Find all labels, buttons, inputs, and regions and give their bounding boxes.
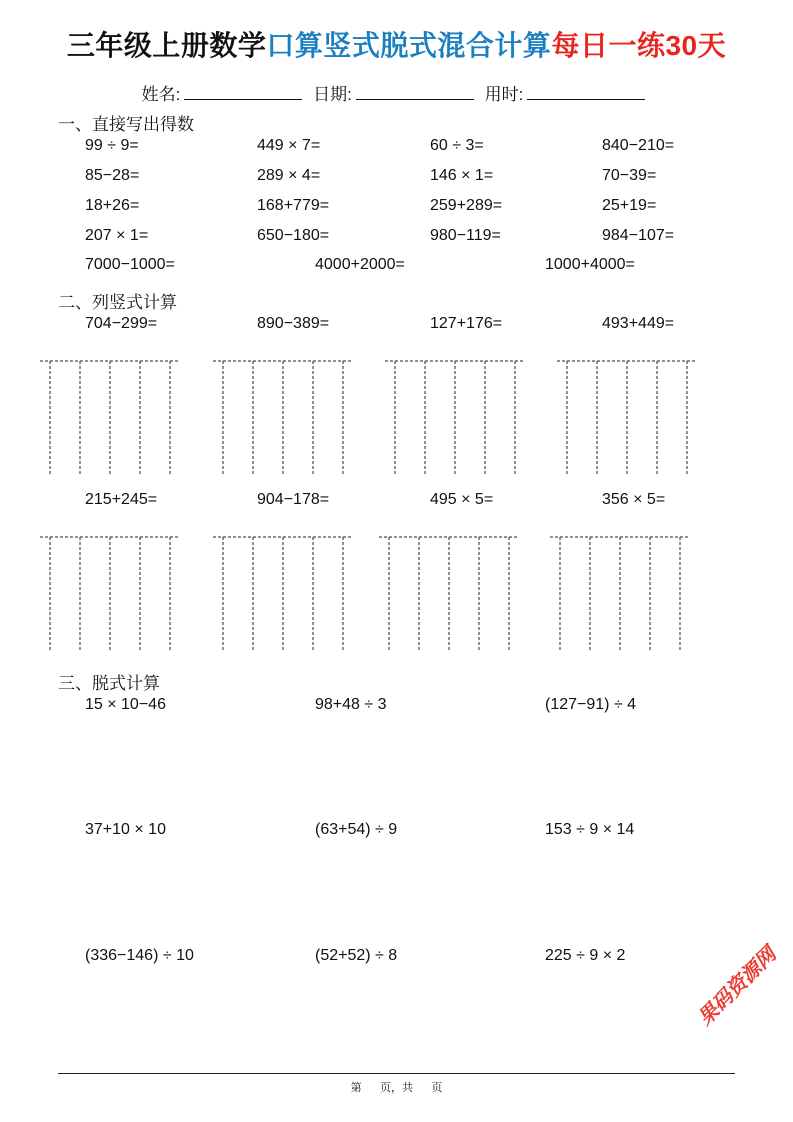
vertical-work-grid[interactable] bbox=[555, 356, 700, 476]
mixed-problem: 225 ÷ 9 × 2 bbox=[545, 947, 626, 964]
oral-problem: 60 ÷ 3= bbox=[430, 137, 484, 154]
vertical-work-grid[interactable] bbox=[548, 532, 693, 652]
vertical-problem: 904−178= bbox=[257, 491, 330, 508]
oral-problem: 168+779= bbox=[257, 197, 330, 214]
date-label: 日期: bbox=[313, 85, 352, 104]
footer-page-mid: 页，共 bbox=[380, 1082, 413, 1094]
oral-problem: 449 × 7= bbox=[257, 137, 321, 154]
oral-problem: 840−210= bbox=[602, 137, 675, 154]
date-blank[interactable] bbox=[356, 85, 474, 100]
oral-problem: 25+19= bbox=[602, 197, 657, 214]
vertical-problem: 495 × 5= bbox=[430, 491, 494, 508]
name-label: 姓名: bbox=[141, 85, 181, 104]
vertical-work-grid[interactable] bbox=[211, 356, 356, 476]
time-label: 用时: bbox=[484, 85, 524, 104]
mixed-problem: 15 × 10−46 bbox=[85, 696, 166, 713]
vertical-problem: 127+176= bbox=[430, 315, 503, 332]
title-grade: 三年级上册数学 bbox=[66, 30, 267, 61]
vertical-problem: 890−389= bbox=[257, 315, 330, 332]
vertical-work-grid[interactable] bbox=[377, 532, 522, 652]
oral-problem: 18+26= bbox=[85, 197, 140, 214]
oral-problem: 4000+2000= bbox=[315, 256, 405, 273]
vertical-work-grid[interactable] bbox=[211, 532, 356, 652]
mixed-problem: 98+48 ÷ 3 bbox=[315, 696, 387, 713]
mixed-problem: (127−91) ÷ 4 bbox=[545, 696, 637, 713]
title-topic: 口算竖式脱式混合计算 bbox=[266, 30, 552, 61]
oral-problem: 207 × 1= bbox=[85, 227, 149, 244]
footer-divider bbox=[58, 1073, 735, 1074]
title-daily: 每日一练30天 bbox=[551, 30, 727, 61]
vertical-work-grid[interactable] bbox=[383, 356, 528, 476]
oral-problem: 650−180= bbox=[257, 227, 330, 244]
student-info-line bbox=[0, 80, 793, 105]
mixed-problem: (336−146) ÷ 10 bbox=[85, 947, 194, 964]
watermark-logo: 果码资源网 bbox=[694, 943, 781, 1030]
oral-problem: 146 × 1= bbox=[430, 167, 494, 184]
oral-problem: 289 × 4= bbox=[257, 167, 321, 184]
mixed-problem: (63+54) ÷ 9 bbox=[315, 821, 398, 838]
time-blank[interactable] bbox=[527, 85, 645, 100]
oral-problem: 984−107= bbox=[602, 227, 675, 244]
oral-problem: 1000+4000= bbox=[545, 256, 635, 273]
section3-heading: 三、脱式计算 bbox=[58, 674, 160, 693]
vertical-work-grid[interactable] bbox=[38, 532, 183, 652]
oral-problem: 70−39= bbox=[602, 167, 657, 184]
oral-problem: 7000−1000= bbox=[85, 256, 175, 273]
section2-heading: 二、列竖式计算 bbox=[58, 293, 177, 312]
vertical-work-grid[interactable] bbox=[38, 356, 183, 476]
oral-problem: 99 ÷ 9= bbox=[85, 137, 139, 154]
footer-page-label: 第 bbox=[350, 1082, 362, 1094]
mixed-problem: (52+52) ÷ 8 bbox=[315, 947, 398, 964]
vertical-problem: 704−299= bbox=[85, 315, 158, 332]
name-blank[interactable] bbox=[184, 85, 302, 100]
section1-heading: 一、直接写出得数 bbox=[58, 115, 194, 134]
oral-problem: 980−119= bbox=[430, 227, 501, 244]
mixed-problem: 153 ÷ 9 × 14 bbox=[545, 821, 635, 838]
footer-page-end: 页 bbox=[431, 1082, 443, 1094]
worksheet-title bbox=[0, 24, 793, 64]
vertical-problem: 493+449= bbox=[602, 315, 675, 332]
mixed-problem: 37+10 × 10 bbox=[85, 821, 166, 838]
vertical-problem: 215+245= bbox=[85, 491, 158, 508]
oral-problem: 85−28= bbox=[85, 167, 140, 184]
vertical-problem: 356 × 5= bbox=[602, 491, 666, 508]
oral-problem: 259+289= bbox=[430, 197, 503, 214]
page-footer bbox=[0, 1079, 793, 1095]
